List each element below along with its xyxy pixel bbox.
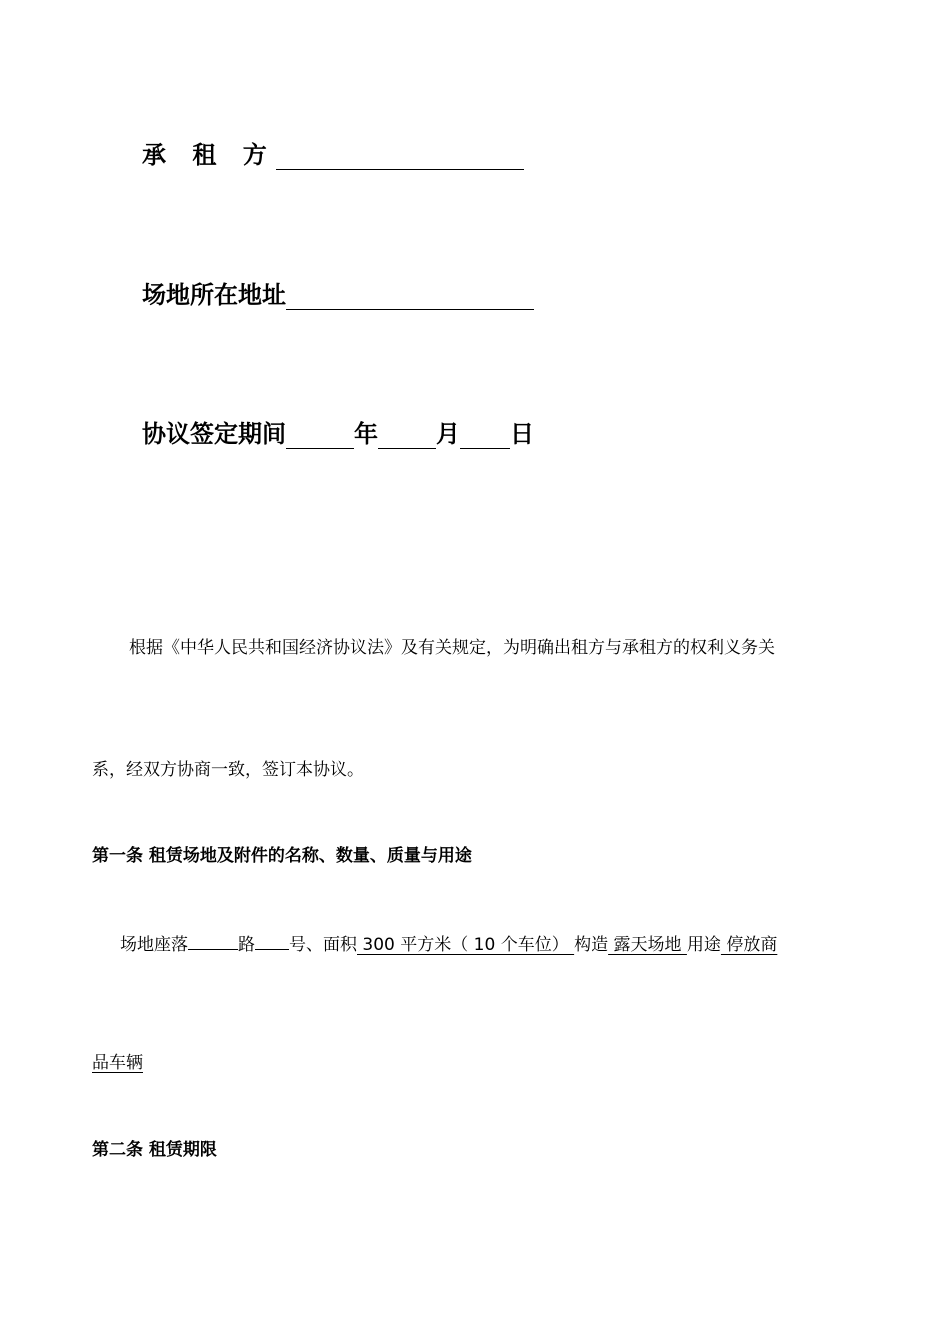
year-blank <box>286 424 354 449</box>
article-1-use-line-2 <box>92 1052 143 1074</box>
number-blank <box>255 931 289 950</box>
site-address-label: 场地所在地址 <box>142 281 286 309</box>
site-address-blank <box>286 285 534 310</box>
number-label: 号、面积 <box>289 935 357 955</box>
article-1-site-line <box>120 931 777 956</box>
month-label: 月 <box>436 420 460 448</box>
intro-line-1: 根据《中华人民共和国经济协议法》及有关规定，为明确出租方与承租方的权利义务关 <box>129 638 775 658</box>
area-value: 300 平方米（ 10 个车位） <box>357 935 575 955</box>
lessee-field <box>142 140 524 170</box>
year-label: 年 <box>354 420 378 448</box>
site-prefix: 场地座落 <box>120 935 188 955</box>
use-value-line-2: 品车辆 <box>92 1053 143 1073</box>
use-label: 用途 <box>686 935 721 955</box>
structure-value: 露天场地 <box>608 935 687 955</box>
article-2-title: 第二条 租赁期限 <box>92 1140 217 1160</box>
lessee-label: 承 租 方 <box>142 141 276 169</box>
use-value-line-1: 停放商 <box>720 935 778 955</box>
article-1-title: 第一条 租赁场地及附件的名称、数量、质量与用途 <box>92 846 472 866</box>
road-blank <box>188 931 238 950</box>
site-address-field <box>142 280 534 310</box>
day-blank <box>460 424 510 449</box>
lessee-blank <box>276 145 524 170</box>
intro-line-2: 系，经双方协商一致，签订本协议。 <box>92 760 364 780</box>
signing-date-label: 协议签定期间 <box>142 420 286 448</box>
road-label: 路 <box>238 935 255 955</box>
structure-label: 构造 <box>574 935 609 955</box>
month-blank <box>378 424 436 449</box>
day-label: 日 <box>510 420 534 448</box>
signing-date-field <box>142 419 534 449</box>
